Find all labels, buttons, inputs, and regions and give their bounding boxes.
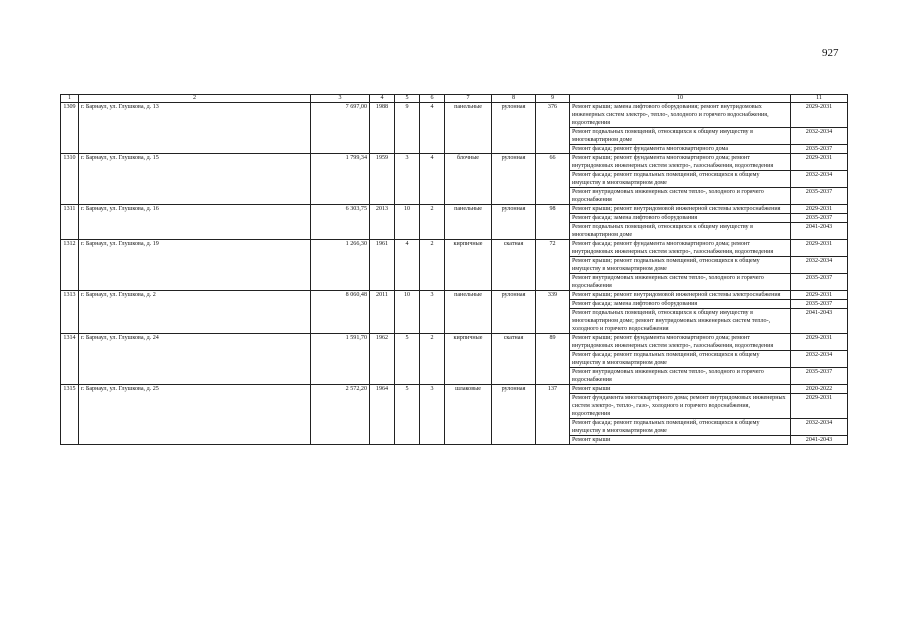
- work-description: Ремонт фасада; замена лифтового оборудования: [570, 214, 791, 223]
- floors-cell: 3: [395, 154, 420, 205]
- walls-cell: блочные: [445, 154, 492, 205]
- address-cell: г. Барнаул, ул. Глушкова, д. 16: [79, 205, 311, 240]
- floors-cell: 10: [395, 291, 420, 334]
- walls-cell: панельные: [445, 103, 492, 154]
- year-cell: 1964: [370, 385, 395, 445]
- roof-cell: скатная: [492, 240, 536, 291]
- work-description: Ремонт фундамента многоквартирного дома; ремонт внутридомовых инженерных систем электро-, тепло-, газо-, холодного и горячего водоснабжения, водоотведения: [570, 394, 791, 419]
- row-number: 1314: [61, 334, 79, 385]
- work-description: Ремонт крыши: [570, 436, 791, 445]
- column-number-row: [61, 95, 848, 103]
- area-cell: 6 303,75: [311, 205, 370, 240]
- work-description: Ремонт крыши; ремонт фундамента многоквартирного дома; ремонт внутридомовых инженерных систем электро-, газоснабжения, водоотведения: [570, 334, 791, 351]
- walls-cell: панельные: [445, 291, 492, 334]
- address-cell: г. Барнаул, ул. Глушкова, д. 24: [79, 334, 311, 385]
- work-period: 2035-2037: [791, 300, 848, 309]
- page-number: 927: [822, 47, 839, 59]
- residents-cell: 98: [536, 205, 570, 240]
- row-number: 1313: [61, 291, 79, 334]
- residents-cell: 72: [536, 240, 570, 291]
- year-cell: 2011: [370, 291, 395, 334]
- entrances-cell: 2: [420, 205, 445, 240]
- residents-cell: 66: [536, 154, 570, 205]
- roof-cell: рулонная: [492, 103, 536, 154]
- address-cell: г. Барнаул, ул. Глушкова, д. 15: [79, 154, 311, 205]
- table-row: [61, 385, 848, 394]
- roof-cell: рулонная: [492, 205, 536, 240]
- work-period: 2029-2031: [791, 394, 848, 419]
- area-cell: 2 572,20: [311, 385, 370, 445]
- column-number: 7: [445, 95, 492, 103]
- entrances-cell: 4: [420, 154, 445, 205]
- residents-cell: 339: [536, 291, 570, 334]
- address-cell: г. Барнаул, ул. Глушкова, д. 2: [79, 291, 311, 334]
- floors-cell: 4: [395, 240, 420, 291]
- row-number: 1312: [61, 240, 79, 291]
- table-row: [61, 205, 848, 214]
- year-cell: 1988: [370, 103, 395, 154]
- area-cell: 1 591,70: [311, 334, 370, 385]
- year-cell: 2013: [370, 205, 395, 240]
- area-cell: 1 799,34: [311, 154, 370, 205]
- column-number: 1: [61, 95, 79, 103]
- work-description: Ремонт фасада; ремонт подвальных помещений, относящихся к общему имуществу в многоквартирном доме: [570, 171, 791, 188]
- walls-cell: панельные: [445, 205, 492, 240]
- column-number: 6: [420, 95, 445, 103]
- address-cell: г. Барнаул, ул. Глушкова, д. 25: [79, 385, 311, 445]
- work-period: 2029-2031: [791, 103, 848, 128]
- work-description: Ремонт фасада; ремонт подвальных помещений, относящихся к общему имуществу в многоквартирном доме: [570, 351, 791, 368]
- work-description: Ремонт фасада; ремонт фундамента многоквартирного дома: [570, 145, 791, 154]
- work-description: Ремонт подвальных помещений, относящихся к общему имуществу в многоквартирном доме; ремонт внутридомовых инженерных систем тепло-, холодного и горячего водоснабжения: [570, 309, 791, 334]
- work-period: 2035-2037: [791, 368, 848, 385]
- walls-cell: кирпичные: [445, 334, 492, 385]
- entrances-cell: 4: [420, 103, 445, 154]
- roof-cell: рулонная: [492, 385, 536, 445]
- work-period: 2029-2031: [791, 205, 848, 214]
- entrances-cell: 2: [420, 240, 445, 291]
- work-period: 2035-2037: [791, 214, 848, 223]
- row-number: 1311: [61, 205, 79, 240]
- work-period: 2032-2034: [791, 128, 848, 145]
- walls-cell: кирпичные: [445, 240, 492, 291]
- column-number: 8: [492, 95, 536, 103]
- walls-cell: шлаковые: [445, 385, 492, 445]
- row-number: 1310: [61, 154, 79, 205]
- work-period: 2029-2031: [791, 334, 848, 351]
- column-number: 5: [395, 95, 420, 103]
- floors-cell: 5: [395, 385, 420, 445]
- work-description: Ремонт фасада; замена лифтового оборудования: [570, 300, 791, 309]
- column-number: 9: [536, 95, 570, 103]
- year-cell: 1961: [370, 240, 395, 291]
- work-period: 2029-2031: [791, 240, 848, 257]
- entrances-cell: 3: [420, 291, 445, 334]
- address-cell: г. Барнаул, ул. Глушкова, д. 19: [79, 240, 311, 291]
- entrances-cell: 3: [420, 385, 445, 445]
- work-description: Ремонт подвальных помещений, относящихся к общему имуществу в многоквартирном доме: [570, 223, 791, 240]
- housing-repair-table: [60, 94, 848, 445]
- work-description: Ремонт крыши: [570, 385, 791, 394]
- column-number: 2: [79, 95, 311, 103]
- column-number: 11: [791, 95, 848, 103]
- residents-cell: 376: [536, 103, 570, 154]
- work-period: 2032-2034: [791, 351, 848, 368]
- floors-cell: 10: [395, 205, 420, 240]
- table-row: [61, 154, 848, 171]
- row-number: 1309: [61, 103, 79, 154]
- work-description: Ремонт крыши; ремонт подвальных помещений, относящихся к общему имуществу в многоквартирном доме: [570, 257, 791, 274]
- work-description: Ремонт крыши; замена лифтового оборудования; ремонт внутридомовых инженерных систем электро-, тепло-, холодного и горячего водоснабжения, водоотведения: [570, 103, 791, 128]
- work-description: Ремонт внутридомовых инженерных систем тепло-, холодного и горячего водоснабжения: [570, 274, 791, 291]
- column-number: 3: [311, 95, 370, 103]
- table-row: [61, 291, 848, 300]
- floors-cell: 9: [395, 103, 420, 154]
- entrances-cell: 2: [420, 334, 445, 385]
- work-description: Ремонт крыши; ремонт внутридомовой инженерной системы электроснабжения: [570, 291, 791, 300]
- roof-cell: рулонная: [492, 291, 536, 334]
- area-cell: 7 697,00: [311, 103, 370, 154]
- area-cell: 8 060,48: [311, 291, 370, 334]
- work-period: 2035-2037: [791, 274, 848, 291]
- work-period: 2032-2034: [791, 171, 848, 188]
- work-period: 2029-2031: [791, 291, 848, 300]
- work-description: Ремонт крыши; ремонт внутридомовой инженерной системы электроснабжения: [570, 205, 791, 214]
- work-period: 2035-2037: [791, 188, 848, 205]
- work-description: Ремонт внутридомовых инженерных систем тепло-, холодного и горячего водоснабжения: [570, 188, 791, 205]
- work-description: Ремонт крыши; ремонт фундамента многоквартирного дома; ремонт внутридомовых инженерных систем электро-, газоснабжения, водоотведения: [570, 154, 791, 171]
- floors-cell: 5: [395, 334, 420, 385]
- roof-cell: рулонная: [492, 154, 536, 205]
- year-cell: 1959: [370, 154, 395, 205]
- roof-cell: скатная: [492, 334, 536, 385]
- column-number: 10: [570, 95, 791, 103]
- table-row: [61, 334, 848, 351]
- work-period: 2020-2022: [791, 385, 848, 394]
- work-period: 2032-2034: [791, 419, 848, 436]
- residents-cell: 89: [536, 334, 570, 385]
- work-description: Ремонт подвальных помещений, относящихся к общему имуществу в многоквартирном доме: [570, 128, 791, 145]
- work-description: Ремонт фасада; ремонт подвальных помещений, относящихся к общему имуществу в многоквартирном доме: [570, 419, 791, 436]
- work-period: 2041-2043: [791, 223, 848, 240]
- table-row: [61, 103, 848, 128]
- work-period: 2032-2034: [791, 257, 848, 274]
- work-period: 2035-2037: [791, 145, 848, 154]
- address-cell: г. Барнаул, ул. Глушкова, д. 13: [79, 103, 311, 154]
- column-number: 4: [370, 95, 395, 103]
- row-number: 1315: [61, 385, 79, 445]
- work-description: Ремонт фасада; ремонт фундамента многоквартирного дома; ремонт внутридомовых инженерных систем электро-, газоснабжения, водоотведения: [570, 240, 791, 257]
- area-cell: 1 266,30: [311, 240, 370, 291]
- work-period: 2029-2031: [791, 154, 848, 171]
- work-description: Ремонт внутридомовых инженерных систем тепло-, холодного и горячего водоснабжения: [570, 368, 791, 385]
- residents-cell: 137: [536, 385, 570, 445]
- work-period: 2041-2043: [791, 436, 848, 445]
- work-period: 2041-2043: [791, 309, 848, 334]
- table-row: [61, 240, 848, 257]
- year-cell: 1962: [370, 334, 395, 385]
